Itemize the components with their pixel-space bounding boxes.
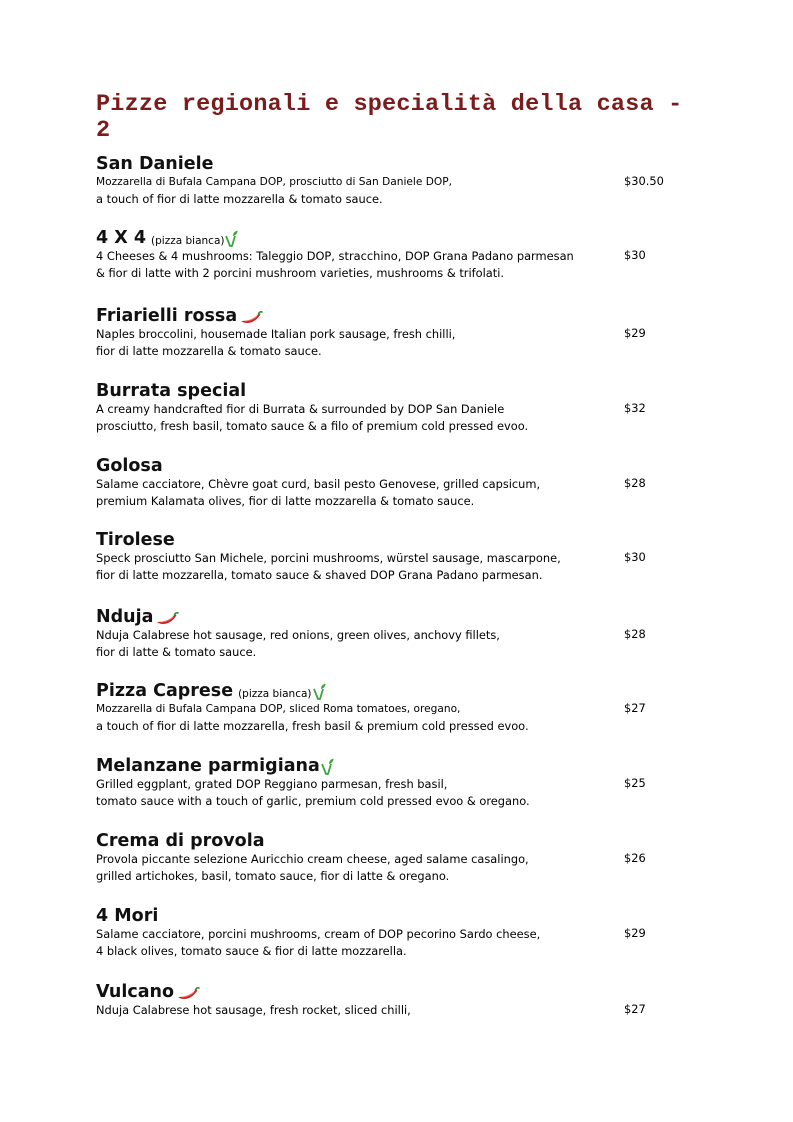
description-line: tomato sauce with a touch of garlic, premium cold pressed evoo & oregano. (96, 793, 530, 808)
description-line: Mozzarella di Bufala Campana DOP, prosciutto di San Daniele DOP, (96, 176, 453, 188)
menu-item-description (96, 401, 616, 434)
menu-item-header (96, 226, 696, 248)
description-line: premium Kalamata olives, fior di latte mozzarella & tomato sauce. (96, 493, 475, 508)
description-line: fior di latte mozzarella & tomato sauce. (96, 343, 322, 358)
menu-item-header (96, 454, 696, 476)
menu-item-price: $27 (624, 701, 646, 715)
menu-item-header (96, 152, 696, 174)
description-line: 4 Cheeses & 4 mushrooms: Taleggio DOP, stracchino, DOP Grana Padano parmesan (96, 249, 574, 263)
description-line: Provola piccante selezione Auricchio cream cheese, aged salame casalingo, (96, 852, 529, 866)
vegetarian-icon (321, 758, 334, 776)
menu-item-header (96, 904, 696, 926)
menu-item-price: $28 (624, 476, 646, 490)
description-line: Nduja Calabrese hot sausage, fresh rocket, sliced chilli, (96, 1003, 411, 1017)
menu-item-price: $30.50 (624, 174, 664, 188)
description-line: prosciutto, fresh basil, tomato sauce & a filo of premium cold pressed evoo. (96, 418, 529, 433)
menu-item-price: $28 (624, 627, 646, 641)
description-line: Grilled eggplant, grated DOP Reggiano parmesan, fresh basil, (96, 777, 448, 791)
menu-item-description (96, 248, 616, 281)
menu-item-header (96, 304, 696, 326)
menu-item-description (96, 550, 616, 583)
menu-item-name: Pizza Caprese (96, 681, 234, 701)
menu-page (96, 92, 696, 144)
menu-item (96, 904, 696, 959)
menu-item-name: Burrata special (96, 381, 247, 401)
description-line: Salame cacciatore, porcini mushrooms, cream of DOP pecorino Sardo cheese, (96, 927, 541, 941)
menu-item-name: 4 Mori (96, 906, 159, 926)
menu-item (96, 304, 696, 359)
menu-item-name: San Daniele (96, 154, 214, 174)
chilli-icon (176, 986, 200, 1002)
menu-item-header (96, 528, 696, 550)
menu-item-price: $26 (624, 851, 646, 865)
vegetarian-icon (225, 230, 238, 248)
menu-item-name: 4 X 4 (96, 228, 147, 248)
menu-item-price: $29 (624, 326, 646, 340)
menu-item-header (96, 605, 696, 627)
menu-item-price: $27 (624, 1002, 646, 1016)
description-line: a touch of fior di latte mozzarella & tomato sauce. (96, 191, 383, 206)
chilli-icon (239, 310, 263, 326)
description-line: Nduja Calabrese hot sausage, red onions, green olives, anchovy fillets, (96, 628, 500, 642)
menu-item-name: Nduja (96, 607, 154, 627)
page-title: Pizze regionali e specialità della casa - 2 (96, 91, 683, 144)
description-line: & fior di latte with 2 porcini mushroom varieties, mushrooms & trifolati. (96, 265, 505, 280)
description-line: fior di latte & tomato sauce. (96, 644, 257, 659)
menu-item (96, 454, 696, 509)
menu-item (96, 980, 696, 1019)
menu-item-name: Crema di provola (96, 831, 265, 851)
description-line: grilled artichokes, basil, tomato sauce, fior di latte & oregano. (96, 868, 450, 883)
menu-item-description (96, 1002, 616, 1019)
description-line: a touch of fior di latte mozzarella, fresh basil & premium cold pressed evoo. (96, 718, 529, 733)
menu-item-price: $32 (624, 401, 646, 415)
menu-item (96, 754, 696, 809)
menu-item-description (96, 851, 616, 884)
menu-item-header (96, 379, 696, 401)
menu-item-description (96, 326, 616, 359)
description-line: Mozzarella di Bufala Campana DOP, sliced Roma tomatoes, oregano, (96, 703, 461, 715)
description-line: A creamy handcrafted fior di Burrata & surrounded by DOP San Daniele (96, 402, 505, 416)
description-line: Salame cacciatore, Chèvre goat curd, basil pesto Genovese, grilled capsicum, (96, 477, 541, 491)
menu-item-name: Tirolese (96, 530, 175, 550)
menu-item (96, 829, 696, 884)
menu-item-price: $30 (624, 550, 646, 564)
menu-item-name: Friarielli rossa (96, 306, 238, 326)
vegetarian-icon (313, 683, 326, 701)
menu-item (96, 226, 696, 281)
menu-item (96, 152, 696, 207)
menu-item (96, 379, 696, 434)
menu-item-note: (pizza bianca) (238, 688, 312, 700)
menu-item-header (96, 679, 696, 701)
chilli-icon (155, 611, 179, 627)
menu-item-price: $25 (624, 776, 646, 790)
menu-item-price: $29 (624, 926, 646, 940)
description-line: Speck prosciutto San Michele, porcini mushrooms, würstel sausage, mascarpone, (96, 551, 561, 565)
menu-item-description (96, 926, 616, 959)
menu-item-description (96, 776, 616, 809)
menu-item-header (96, 829, 696, 851)
menu-item (96, 679, 696, 734)
menu-item-description (96, 476, 616, 509)
menu-item-name: Golosa (96, 456, 163, 476)
menu-item-description (96, 627, 616, 660)
description-line: Naples broccolini, housemade Italian pork sausage, fresh chilli, (96, 327, 456, 341)
menu-item (96, 605, 696, 660)
menu-item-description (96, 701, 616, 734)
menu-item-name: Melanzane parmigiana (96, 756, 320, 776)
menu-item-header (96, 754, 696, 776)
description-line: 4 black olives, tomato sauce & fior di latte mozzarella. (96, 943, 407, 958)
menu-item-price: $30 (624, 248, 646, 262)
menu-item-description (96, 174, 616, 207)
menu-item-header (96, 980, 696, 1002)
description-line: fior di latte mozzarella, tomato sauce & shaved DOP Grana Padano parmesan. (96, 567, 543, 582)
menu-item-note: (pizza bianca) (151, 235, 225, 247)
menu-item-name: Vulcano (96, 982, 175, 1002)
menu-item (96, 528, 696, 583)
